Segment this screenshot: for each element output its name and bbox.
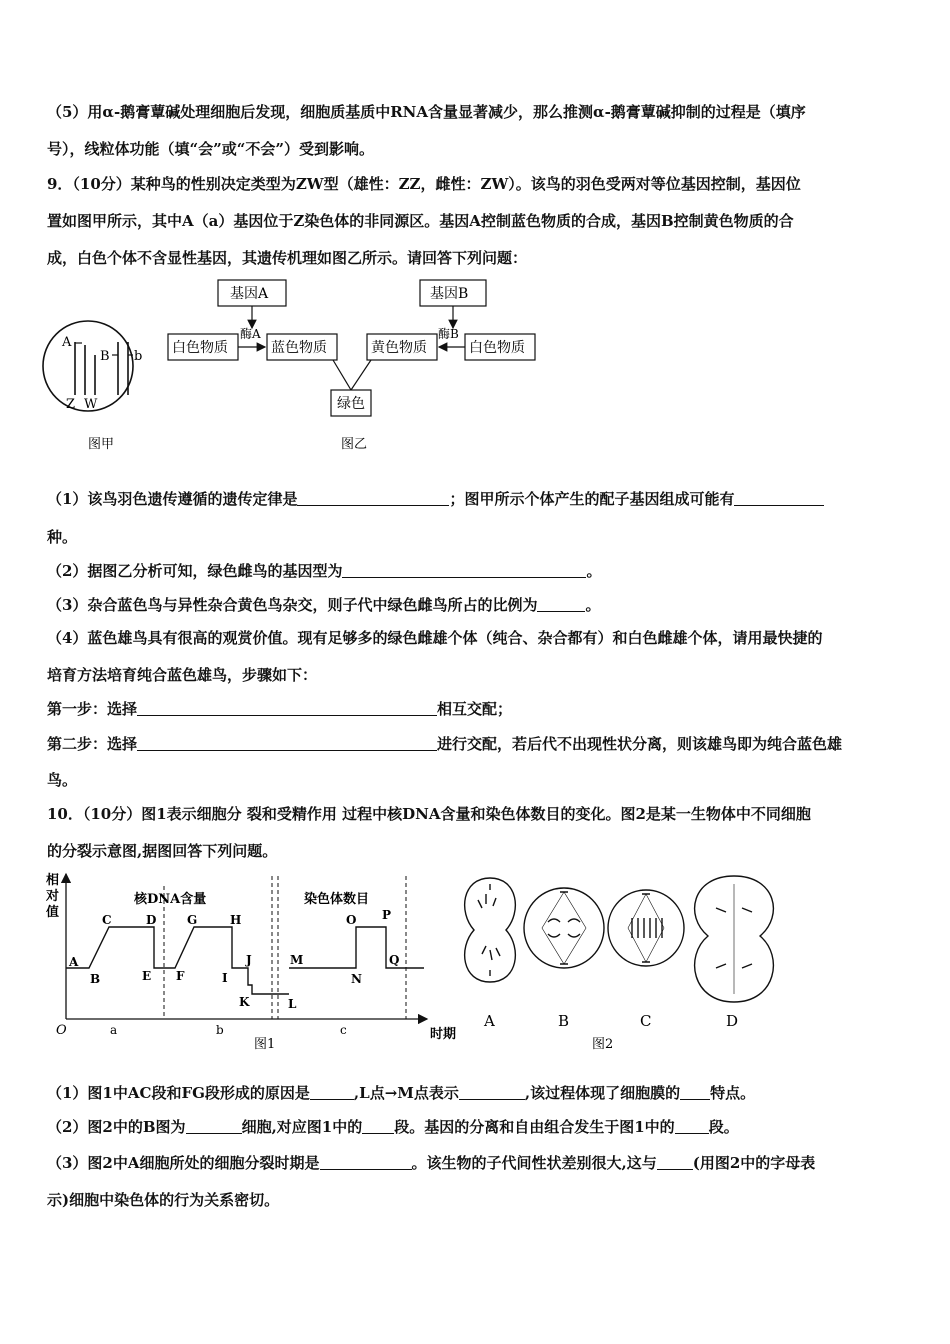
figure-yi-caption: 图乙: [341, 437, 368, 452]
enzyme-b-label: 酶B: [438, 327, 459, 341]
q9-part-1: （1）该鸟羽色遗传遵循的遗传定律是 ；图甲所示个体产生的配子基因组成可能有: [47, 489, 824, 509]
gene-label-b: b: [134, 349, 143, 364]
cell-A-label: A: [484, 1012, 495, 1030]
cell-B: [524, 888, 604, 968]
point-E: E: [142, 969, 152, 983]
q9-part-1-cont: 种。: [47, 528, 78, 546]
point-K: K: [239, 995, 250, 1009]
q9-stem-line-3: 成，白色个体不含显性基因，其遗传机理如图乙所示。请回答下列问题：: [47, 249, 528, 267]
point-B: B: [90, 972, 101, 986]
y-label-1: 相: [46, 873, 60, 888]
q10-part-1: （1）图1中AC段和FG段形成的原因是 ,L点→M点表示 ,该过程体现了细胞膜的 特点。: [47, 1084, 756, 1102]
q9-part-4-line-1: （4）蓝色雄鸟具有很高的观赏价值。现有足够多的绿色雌雄个体（纯合、杂合都有）和白色雌雄个体，请用最快捷的: [47, 629, 823, 647]
figure-jia: [40, 300, 160, 460]
q8-line-1: （5）用α-鹅膏蕈碱处理细胞后发现，细胞质基质中RNA含量显著减少，那么推测α-鹅膏蕈碱抑制的过程是（填序: [47, 103, 806, 121]
cell-A: [465, 878, 516, 982]
segment-c: c: [340, 1023, 347, 1037]
white-substance-1: 白色物质: [172, 340, 228, 356]
q9-step-2: 第二步：选择 进行交配，若后代不出现性状分离，则该雄鸟即为纯合蓝色雄: [47, 735, 843, 753]
point-H: H: [230, 913, 242, 927]
point-F: F: [176, 969, 185, 983]
q9-part-3: （3）杂合蓝色鸟与异性杂合黄色鸟杂交，则子代中绿色雌鸟所占的比例为 。: [47, 596, 601, 614]
figure-2-cells: [452, 872, 792, 1058]
point-N: N: [351, 972, 362, 986]
point-G: G: [187, 913, 198, 927]
q9-step-1: 第一步：选择 相互交配；: [47, 700, 513, 718]
chromosome-curve: [289, 927, 424, 968]
q9-stem-line-2: 置如图甲所示，其中A（a）基因位于Z染色体的非同源区。基因A控制蓝色物质的合成，基因B控制黄色物质的合: [47, 212, 794, 230]
gene-label-B: B: [100, 349, 110, 364]
yellow-substance: 黄色物质: [371, 340, 427, 356]
point-A: A: [69, 955, 79, 969]
q9-step-2-cont: 鸟。: [47, 771, 78, 789]
gene-b-label: 基因B: [430, 286, 469, 302]
point-O: O: [346, 913, 357, 927]
point-C: C: [102, 913, 112, 927]
point-P: P: [382, 908, 392, 922]
q10-part-3-cont: 示)细胞中染色体的行为关系密切。: [47, 1191, 280, 1209]
white-substance-2: 白色物质: [469, 340, 525, 356]
gene-a-label: 基因A: [230, 286, 269, 302]
segment-a: a: [110, 1023, 118, 1037]
point-J: J: [246, 953, 252, 967]
figure-1-caption: 图1: [254, 1037, 276, 1052]
q10-stem-line-2: 的分裂示意图,据图回答下列问题。: [47, 842, 278, 860]
cell-C-label: C: [640, 1012, 652, 1030]
point-D: D: [146, 913, 157, 927]
dna-label: 核DNA含量: [134, 892, 207, 907]
q10-stem-line-1: 10．（10分）图1表示细胞分 裂和受精作用 过程中核DNA含量和染色体数目的变化。图2是某一生物体中不同细胞: [47, 805, 811, 823]
origin-label: O: [56, 1023, 67, 1038]
point-Q: Q: [389, 953, 400, 967]
blue-substance: 蓝色物质: [271, 340, 327, 356]
y-label-3: 值: [46, 905, 60, 920]
q10-part-2: （2）图2中的B图为 细胞,对应图1中的 段。基因的分离和自由组合发生于图1中的 段。: [47, 1118, 739, 1136]
cell-B-label: B: [558, 1012, 570, 1030]
figure-2-caption: 图2: [592, 1037, 614, 1052]
green-label: 绿色: [337, 396, 365, 412]
q10-part-3: （3）图2中A细胞所处的细胞分裂时期是 。该生物的子代间性状差别很大,这与 (用图2中的字母表: [47, 1154, 816, 1172]
q9-part-2: （2）据图乙分析可知，绿色雌鸟的基因型为 。: [47, 562, 602, 580]
point-I: I: [222, 971, 228, 985]
y-label-2: 对: [46, 889, 60, 904]
figure-yi: [160, 276, 550, 456]
figure-1-graph: [44, 866, 464, 1056]
x-axis-label: 时期: [430, 1027, 457, 1042]
enzyme-a-label: 酶A: [240, 327, 261, 341]
point-M: M: [290, 953, 304, 967]
label-W: W: [84, 397, 98, 412]
cell-C: [608, 890, 684, 966]
label-Z: Z: [66, 397, 76, 412]
q8-line-2: 号），线粒体功能（填“会”或“不会”）受到影响。: [47, 140, 375, 158]
cell-D-label: D: [726, 1012, 739, 1030]
gene-label-A: A: [62, 335, 72, 350]
q9-part-4-line-2: 培育方法培育纯合蓝色雄鸟，步骤如下：: [47, 666, 318, 684]
point-L: L: [288, 997, 297, 1011]
segment-b: b: [216, 1023, 224, 1037]
cell-D: [695, 876, 774, 1002]
q9-stem-line-1: 9．（10分）某种鸟的性别决定类型为ZW型（雄性：ZZ，雌性：ZW）。该鸟的羽色受两对等位基因控制，基因位: [47, 175, 801, 193]
chrom-label: 染色体数目: [304, 892, 370, 907]
figure-jia-caption: 图甲: [88, 437, 115, 452]
